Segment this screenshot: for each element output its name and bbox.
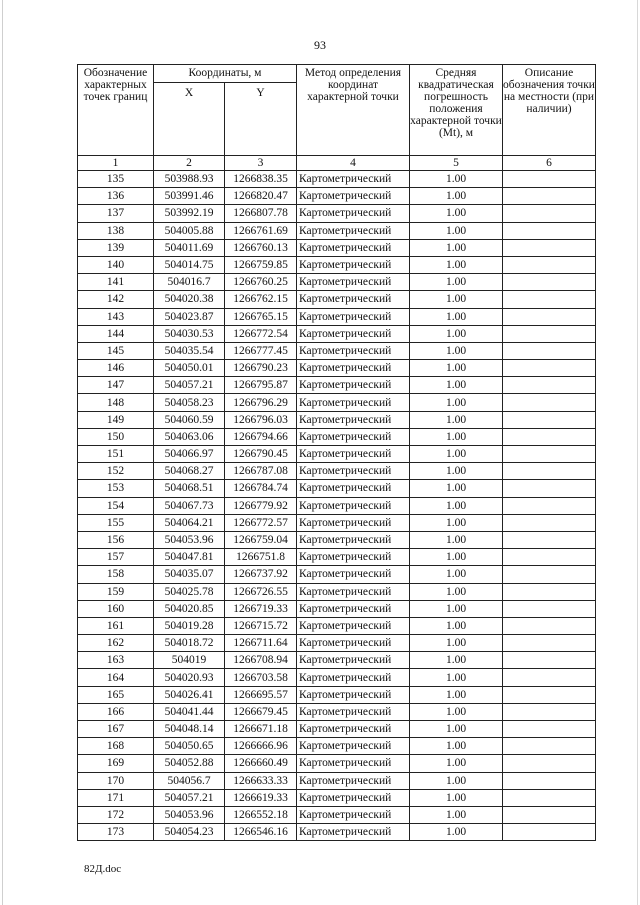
page-number: 93 — [314, 38, 326, 52]
y-coordinate-cell: 1266546.16 — [225, 824, 297, 841]
description-cell — [503, 635, 596, 652]
point-id-cell: 159 — [78, 583, 154, 600]
description-cell — [503, 721, 596, 738]
table-row — [78, 171, 596, 188]
point-id-cell: 141 — [78, 274, 154, 291]
method-cell: Картометрический — [297, 703, 410, 720]
y-coordinate-cell: 1266666.96 — [225, 738, 297, 755]
error-cell: 1.00 — [410, 325, 503, 342]
method-cell: Картометрический — [297, 772, 410, 789]
description-cell — [503, 583, 596, 600]
error-cell: 1.00 — [410, 411, 503, 428]
method-cell: Картометрический — [297, 789, 410, 806]
x-coordinate-cell: 504019 — [154, 652, 225, 669]
description-cell — [503, 411, 596, 428]
y-coordinate-cell: 1266711.64 — [225, 635, 297, 652]
table-row — [78, 514, 596, 531]
y-coordinate-cell: 1266760.13 — [225, 239, 297, 256]
table-row — [78, 824, 596, 841]
y-coordinate-cell: 1266787.08 — [225, 463, 297, 480]
table-body — [78, 171, 596, 841]
method-cell: Картометрический — [297, 721, 410, 738]
x-coordinate-cell: 504057.21 — [154, 377, 225, 394]
y-coordinate-cell: 1266790.45 — [225, 446, 297, 463]
x-coordinate-cell: 504030.53 — [154, 325, 225, 342]
point-id-cell: 154 — [78, 497, 154, 514]
y-coordinate-cell: 1266619.33 — [225, 789, 297, 806]
point-id-cell: 167 — [78, 721, 154, 738]
table-row — [78, 566, 596, 583]
description-cell — [503, 549, 596, 566]
description-cell — [503, 394, 596, 411]
error-cell: 1.00 — [410, 755, 503, 772]
footer-filename: 82Д.doc — [84, 863, 122, 875]
table-row — [78, 497, 596, 514]
x-coordinate-cell: 504054.23 — [154, 824, 225, 841]
y-coordinate-cell: 1266794.66 — [225, 428, 297, 445]
column-numbers-row — [78, 156, 596, 171]
column-number: 6 — [503, 156, 596, 171]
error-cell: 1.00 — [410, 463, 503, 480]
table-row — [78, 772, 596, 789]
method-cell: Картометрический — [297, 291, 410, 308]
description-cell — [503, 463, 596, 480]
column-number: 4 — [297, 156, 410, 171]
x-coordinate-cell: 504026.41 — [154, 686, 225, 703]
description-cell — [503, 325, 596, 342]
table-row — [78, 205, 596, 222]
description-cell — [503, 600, 596, 617]
point-id-cell: 157 — [78, 549, 154, 566]
method-cell: Картометрический — [297, 617, 410, 634]
point-id-cell: 139 — [78, 239, 154, 256]
error-cell: 1.00 — [410, 239, 503, 256]
x-coordinate-cell: 504005.88 — [154, 222, 225, 239]
description-cell — [503, 308, 596, 325]
y-coordinate-cell: 1266759.04 — [225, 531, 297, 548]
x-coordinate-cell: 504066.97 — [154, 446, 225, 463]
method-cell: Картометрический — [297, 394, 410, 411]
x-coordinate-cell: 504053.96 — [154, 806, 225, 823]
x-coordinate-cell: 504056.7 — [154, 772, 225, 789]
method-cell: Картометрический — [297, 171, 410, 188]
method-cell: Картометрический — [297, 652, 410, 669]
y-coordinate-cell: 1266765.15 — [225, 308, 297, 325]
point-id-cell: 144 — [78, 325, 154, 342]
description-cell — [503, 428, 596, 445]
point-id-cell: 140 — [78, 256, 154, 273]
table-row — [78, 669, 596, 686]
method-cell: Картометрический — [297, 188, 410, 205]
error-cell: 1.00 — [410, 480, 503, 497]
description-cell — [503, 222, 596, 239]
x-coordinate-cell: 503992.19 — [154, 205, 225, 222]
table-row — [78, 703, 596, 720]
error-cell: 1.00 — [410, 635, 503, 652]
description-cell — [503, 342, 596, 359]
method-cell: Картометрический — [297, 446, 410, 463]
error-cell: 1.00 — [410, 549, 503, 566]
error-cell: 1.00 — [410, 738, 503, 755]
y-coordinate-cell: 1266552.18 — [225, 806, 297, 823]
y-coordinate-cell: 1266772.54 — [225, 325, 297, 342]
header-x: X — [154, 83, 225, 156]
point-id-cell: 161 — [78, 617, 154, 634]
y-coordinate-cell: 1266779.92 — [225, 497, 297, 514]
table-row — [78, 377, 596, 394]
method-cell: Картометрический — [297, 480, 410, 497]
y-coordinate-cell: 1266777.45 — [225, 342, 297, 359]
table-row — [78, 274, 596, 291]
method-cell: Картометрический — [297, 256, 410, 273]
method-cell: Картометрический — [297, 205, 410, 222]
error-cell: 1.00 — [410, 394, 503, 411]
description-cell — [503, 703, 596, 720]
method-cell: Картометрический — [297, 686, 410, 703]
y-coordinate-cell: 1266703.58 — [225, 669, 297, 686]
x-coordinate-cell: 504058.23 — [154, 394, 225, 411]
y-coordinate-cell: 1266660.49 — [225, 755, 297, 772]
x-coordinate-cell: 504035.07 — [154, 566, 225, 583]
error-cell: 1.00 — [410, 222, 503, 239]
table-row — [78, 617, 596, 634]
x-coordinate-cell: 504050.65 — [154, 738, 225, 755]
error-cell: 1.00 — [410, 171, 503, 188]
error-cell: 1.00 — [410, 428, 503, 445]
y-coordinate-cell: 1266715.72 — [225, 617, 297, 634]
table-row — [78, 394, 596, 411]
description-cell — [503, 205, 596, 222]
description-cell — [503, 669, 596, 686]
x-coordinate-cell: 504064.21 — [154, 514, 225, 531]
column-number: 1 — [78, 156, 154, 171]
table-row — [78, 531, 596, 548]
table-row — [78, 583, 596, 600]
point-id-cell: 166 — [78, 703, 154, 720]
table-row — [78, 256, 596, 273]
method-cell: Картометрический — [297, 635, 410, 652]
table-row — [78, 686, 596, 703]
x-coordinate-cell: 504060.59 — [154, 411, 225, 428]
error-cell: 1.00 — [410, 721, 503, 738]
x-coordinate-cell: 504016.7 — [154, 274, 225, 291]
error-cell: 1.00 — [410, 600, 503, 617]
error-cell: 1.00 — [410, 497, 503, 514]
error-cell: 1.00 — [410, 377, 503, 394]
method-cell: Картометрический — [297, 342, 410, 359]
point-id-cell: 158 — [78, 566, 154, 583]
point-id-cell: 151 — [78, 446, 154, 463]
point-id-cell: 162 — [78, 635, 154, 652]
y-coordinate-cell: 1266790.23 — [225, 360, 297, 377]
y-coordinate-cell: 1266760.25 — [225, 274, 297, 291]
table-row — [78, 463, 596, 480]
x-coordinate-cell: 504035.54 — [154, 342, 225, 359]
x-coordinate-cell: 504020.85 — [154, 600, 225, 617]
description-cell — [503, 497, 596, 514]
x-coordinate-cell: 504057.21 — [154, 789, 225, 806]
y-coordinate-cell: 1266726.55 — [225, 583, 297, 600]
table-row — [78, 600, 596, 617]
x-coordinate-cell: 504048.14 — [154, 721, 225, 738]
method-cell: Картометрический — [297, 738, 410, 755]
point-id-cell: 172 — [78, 806, 154, 823]
y-coordinate-cell: 1266695.57 — [225, 686, 297, 703]
table-row — [78, 738, 596, 755]
error-cell: 1.00 — [410, 669, 503, 686]
y-coordinate-cell: 1266751.8 — [225, 549, 297, 566]
error-cell: 1.00 — [410, 274, 503, 291]
table-row — [78, 635, 596, 652]
error-cell: 1.00 — [410, 205, 503, 222]
table-row — [78, 342, 596, 359]
column-number: 2 — [154, 156, 225, 171]
method-cell: Картометрический — [297, 377, 410, 394]
description-cell — [503, 531, 596, 548]
error-cell: 1.00 — [410, 703, 503, 720]
table-row — [78, 446, 596, 463]
table-row — [78, 755, 596, 772]
method-cell: Картометрический — [297, 824, 410, 841]
description-cell — [503, 824, 596, 841]
point-id-cell: 173 — [78, 824, 154, 841]
error-cell: 1.00 — [410, 789, 503, 806]
description-cell — [503, 514, 596, 531]
x-coordinate-cell: 504052.88 — [154, 755, 225, 772]
point-id-cell: 170 — [78, 772, 154, 789]
table-row — [78, 360, 596, 377]
description-cell — [503, 274, 596, 291]
point-id-cell: 165 — [78, 686, 154, 703]
table-row — [78, 222, 596, 239]
description-cell — [503, 686, 596, 703]
table-row — [78, 789, 596, 806]
y-coordinate-cell: 1266737.92 — [225, 566, 297, 583]
x-coordinate-cell: 504068.27 — [154, 463, 225, 480]
y-coordinate-cell: 1266772.57 — [225, 514, 297, 531]
y-coordinate-cell: 1266820.47 — [225, 188, 297, 205]
error-cell: 1.00 — [410, 531, 503, 548]
error-cell: 1.00 — [410, 566, 503, 583]
point-id-cell: 171 — [78, 789, 154, 806]
x-coordinate-cell: 504047.81 — [154, 549, 225, 566]
point-id-cell: 168 — [78, 738, 154, 755]
point-id-cell: 164 — [78, 669, 154, 686]
method-cell: Картометрический — [297, 806, 410, 823]
x-coordinate-cell: 504063.06 — [154, 428, 225, 445]
error-cell: 1.00 — [410, 772, 503, 789]
description-cell — [503, 772, 596, 789]
point-id-cell: 147 — [78, 377, 154, 394]
x-coordinate-cell: 504041.44 — [154, 703, 225, 720]
table-row — [78, 652, 596, 669]
y-coordinate-cell: 1266671.18 — [225, 721, 297, 738]
header-coordinates: Координаты, м — [154, 65, 297, 83]
point-id-cell: 148 — [78, 394, 154, 411]
method-cell: Картометрический — [297, 411, 410, 428]
method-cell: Картометрический — [297, 514, 410, 531]
error-cell: 1.00 — [410, 686, 503, 703]
description-cell — [503, 617, 596, 634]
column-number: 3 — [225, 156, 297, 171]
y-coordinate-cell: 1266807.78 — [225, 205, 297, 222]
table-row — [78, 325, 596, 342]
y-coordinate-cell: 1266784.74 — [225, 480, 297, 497]
point-id-cell: 160 — [78, 600, 154, 617]
table-row — [78, 549, 596, 566]
x-coordinate-cell: 504011.69 — [154, 239, 225, 256]
x-coordinate-cell: 504023.87 — [154, 308, 225, 325]
scan-edge-left — [2, 0, 3, 905]
table-row — [78, 480, 596, 497]
description-cell — [503, 755, 596, 772]
y-coordinate-cell: 1266759.85 — [225, 256, 297, 273]
y-coordinate-cell: 1266762.15 — [225, 291, 297, 308]
error-cell: 1.00 — [410, 652, 503, 669]
x-coordinate-cell: 504050.01 — [154, 360, 225, 377]
error-cell: 1.00 — [410, 446, 503, 463]
table-row — [78, 291, 596, 308]
error-cell: 1.00 — [410, 824, 503, 841]
method-cell: Картометрический — [297, 325, 410, 342]
method-cell: Картометрический — [297, 222, 410, 239]
y-coordinate-cell: 1266708.94 — [225, 652, 297, 669]
point-id-cell: 155 — [78, 514, 154, 531]
method-cell: Картометрический — [297, 274, 410, 291]
x-coordinate-cell: 504025.78 — [154, 583, 225, 600]
description-cell — [503, 738, 596, 755]
x-coordinate-cell: 504053.96 — [154, 531, 225, 548]
method-cell: Картометрический — [297, 566, 410, 583]
point-id-cell: 142 — [78, 291, 154, 308]
header-y: Y — [225, 83, 297, 156]
x-coordinate-cell: 504020.38 — [154, 291, 225, 308]
description-cell — [503, 239, 596, 256]
error-cell: 1.00 — [410, 308, 503, 325]
method-cell: Картометрический — [297, 308, 410, 325]
table-row — [78, 806, 596, 823]
y-coordinate-cell: 1266761.69 — [225, 222, 297, 239]
x-coordinate-cell: 504020.93 — [154, 669, 225, 686]
y-coordinate-cell: 1266795.87 — [225, 377, 297, 394]
y-coordinate-cell: 1266633.33 — [225, 772, 297, 789]
error-cell: 1.00 — [410, 342, 503, 359]
point-id-cell: 146 — [78, 360, 154, 377]
description-cell — [503, 360, 596, 377]
header-designation: Обозначение характерных точек границ — [78, 65, 154, 156]
error-cell: 1.00 — [410, 514, 503, 531]
method-cell: Картометрический — [297, 600, 410, 617]
error-cell: 1.00 — [410, 256, 503, 273]
method-cell: Картометрический — [297, 755, 410, 772]
column-number: 5 — [410, 156, 503, 171]
point-id-cell: 145 — [78, 342, 154, 359]
description-cell — [503, 256, 596, 273]
error-cell: 1.00 — [410, 360, 503, 377]
header-method: Метод определения координат характерной точки — [297, 65, 410, 156]
method-cell: Картометрический — [297, 497, 410, 514]
error-cell: 1.00 — [410, 617, 503, 634]
method-cell: Картометрический — [297, 669, 410, 686]
y-coordinate-cell: 1266679.45 — [225, 703, 297, 720]
point-id-cell: 156 — [78, 531, 154, 548]
y-coordinate-cell: 1266838.35 — [225, 171, 297, 188]
point-id-cell: 137 — [78, 205, 154, 222]
description-cell — [503, 188, 596, 205]
table-row — [78, 239, 596, 256]
description-cell — [503, 652, 596, 669]
point-id-cell: 143 — [78, 308, 154, 325]
y-coordinate-cell: 1266796.03 — [225, 411, 297, 428]
method-cell: Картометрический — [297, 428, 410, 445]
error-cell: 1.00 — [410, 291, 503, 308]
method-cell: Картометрический — [297, 583, 410, 600]
point-id-cell: 149 — [78, 411, 154, 428]
table-row — [78, 188, 596, 205]
x-coordinate-cell: 503991.46 — [154, 188, 225, 205]
y-coordinate-cell: 1266796.29 — [225, 394, 297, 411]
x-coordinate-cell: 504014.75 — [154, 256, 225, 273]
point-id-cell: 169 — [78, 755, 154, 772]
header-description: Описание обозначения точки на местности (при наличии) — [503, 65, 596, 156]
x-coordinate-cell: 504018.72 — [154, 635, 225, 652]
description-cell — [503, 446, 596, 463]
scan-edge-right — [637, 0, 638, 905]
point-id-cell: 153 — [78, 480, 154, 497]
point-id-cell: 150 — [78, 428, 154, 445]
method-cell: Картометрический — [297, 239, 410, 256]
description-cell — [503, 566, 596, 583]
method-cell: Картометрический — [297, 463, 410, 480]
x-coordinate-cell: 504019.28 — [154, 617, 225, 634]
y-coordinate-cell: 1266719.33 — [225, 600, 297, 617]
error-cell: 1.00 — [410, 806, 503, 823]
table-row — [78, 428, 596, 445]
description-cell — [503, 171, 596, 188]
point-id-cell: 152 — [78, 463, 154, 480]
description-cell — [503, 291, 596, 308]
error-cell: 1.00 — [410, 188, 503, 205]
x-coordinate-cell: 504067.73 — [154, 497, 225, 514]
table-row — [78, 411, 596, 428]
coordinates-table — [77, 64, 596, 841]
header-error: Средняя квадратическая погрешность положения характерной точки (Mt), м — [410, 65, 503, 156]
x-coordinate-cell: 504068.51 — [154, 480, 225, 497]
point-id-cell: 138 — [78, 222, 154, 239]
method-cell: Картометрический — [297, 549, 410, 566]
table-row — [78, 721, 596, 738]
description-cell — [503, 480, 596, 497]
x-coordinate-cell: 503988.93 — [154, 171, 225, 188]
method-cell: Картометрический — [297, 360, 410, 377]
point-id-cell: 163 — [78, 652, 154, 669]
point-id-cell: 135 — [78, 171, 154, 188]
description-cell — [503, 806, 596, 823]
method-cell: Картометрический — [297, 531, 410, 548]
point-id-cell: 136 — [78, 188, 154, 205]
description-cell — [503, 377, 596, 394]
error-cell: 1.00 — [410, 583, 503, 600]
description-cell — [503, 789, 596, 806]
table-row — [78, 308, 596, 325]
